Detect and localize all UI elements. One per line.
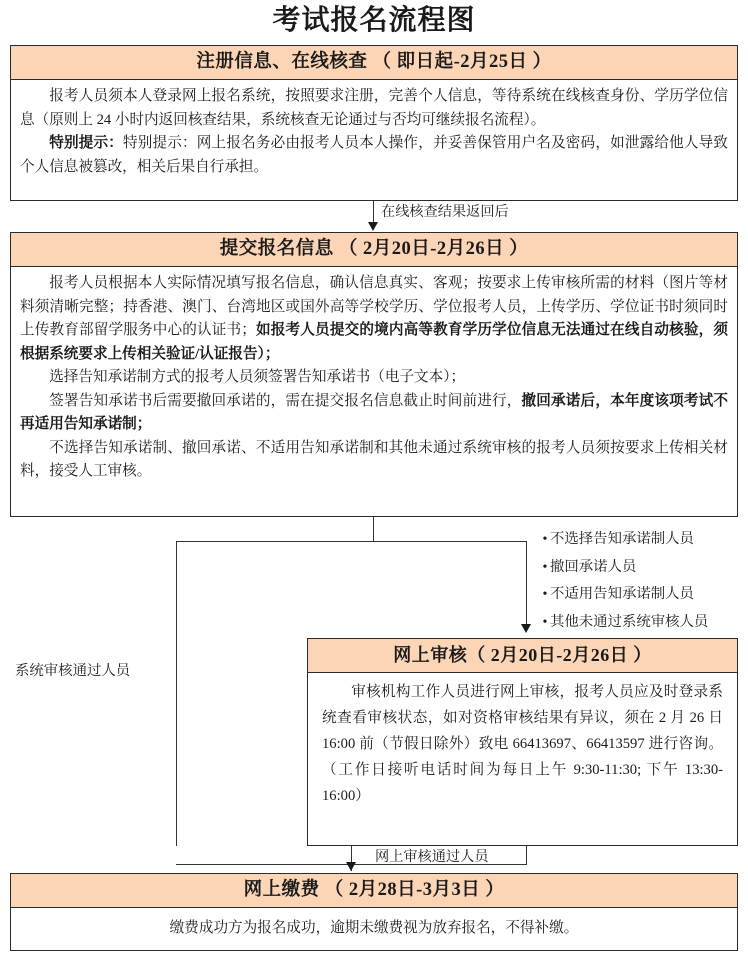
list-item bbox=[540, 581, 748, 609]
submit-paragraph-4: 不选择告知承诺制、撤回承诺、不适用告知承诺制和其他未通过系统审核的报考人员须按要求上传相关材料，接受人工审核。 bbox=[20, 439, 728, 479]
submit-step-body bbox=[11, 267, 737, 489]
payment-paragraph-1: 缴费成功方为报名成功，逾期未缴费视为放弃报名，不得补缴。 bbox=[169, 920, 579, 936]
submit-paragraph-3-text: 签署告知承诺书后需要撤回承诺的，需在提交报名信息截止时间前进行， bbox=[49, 392, 522, 409]
register-step-body bbox=[11, 80, 737, 184]
submit-paragraph-3-bold: 撤回承诺后，本年度该项考试不再适用告知承诺制； bbox=[20, 392, 728, 432]
connector-submit-split-bar bbox=[176, 541, 527, 542]
connector-submit-to-review-arrow-icon bbox=[521, 624, 531, 633]
flow-step-register bbox=[10, 45, 738, 201]
connector-register-to-submit-label: 在线核查结果返回后 bbox=[381, 204, 509, 220]
connector-merge-to-payment-arrow-icon bbox=[346, 862, 356, 871]
submit-paragraph-2: 选择告知承诺制方式的报考人员须签署告知承诺书（电子文本）； bbox=[49, 369, 466, 385]
connector-review-to-payment-label: 网上审核通过人员 bbox=[375, 849, 489, 865]
bullet-dot-icon: • bbox=[542, 587, 548, 603]
payment-step-header: 网上缴费 （ 2月28日-3月3日 ） bbox=[11, 874, 737, 908]
submit-step-header: 提交报名信息 （ 2月20日-2月26日 ） bbox=[11, 233, 737, 267]
bullet-label: 撤回承诺人员 bbox=[550, 558, 637, 575]
submit-paragraph-3 bbox=[20, 390, 728, 437]
submit-paragraph-1-bold: 如报考人员提交的境内高等教育学历学位信息无法通过在线自动核验，须根据系统要求上传相关验证/认证报告）； bbox=[20, 322, 728, 362]
bullet-label: 不适用告知承诺制人员 bbox=[550, 586, 694, 603]
submit-paragraph-1-text: 报考人员根据本人实际情况填写报名信息，确认信息真实、客观；按要求上传审核所需的材料（图片等材料须清晰完整；持香港、澳门、台湾地区或国外高等学校学历、学位报考人员，上传学历、学位证书时须同时上传教育部留学服务中心的认证书； bbox=[20, 275, 728, 338]
bullet-dot-icon: • bbox=[542, 532, 548, 547]
connector-left-branch-label: 系统审核通过人员 bbox=[15, 663, 131, 679]
online-review-step-body bbox=[308, 673, 737, 815]
page-title: 考试报名流程图 bbox=[272, 5, 476, 36]
register-notice-lead: 特别提示： bbox=[49, 135, 123, 151]
connector-review-down-line bbox=[526, 846, 527, 865]
flow-step-payment bbox=[10, 873, 738, 951]
connector-submit-split-stem bbox=[373, 517, 374, 542]
list-item bbox=[540, 526, 748, 554]
register-paragraph-2 bbox=[20, 132, 728, 179]
bullet-dot-icon: • bbox=[542, 559, 548, 575]
list-item bbox=[540, 554, 748, 582]
bullet-label: 其他未通过系统审核人员 bbox=[550, 613, 709, 630]
register-paragraph-1: 报考人员须本人登录网上报名系统，按照要求注册，完善个人信息，等待系统在线核查身份、学历学位信息（原则上 24 小时内返回核查结果，系统核查无论通过与否均可继续报名流程）。 bbox=[20, 88, 728, 128]
flow-step-submit bbox=[10, 232, 738, 517]
online-review-step-header: 网上审核（ 2月20日-2月26日 ） bbox=[308, 639, 737, 673]
connector-submit-left-branch bbox=[176, 541, 177, 846]
flow-step-online-review bbox=[307, 638, 738, 846]
bullet-label: 不选择告知承诺制人员 bbox=[550, 531, 694, 548]
register-notice-text: 特别提示：网上报名务必由报考人员本人操作，并妥善保管用户名及密码，如泄露给他人导致个人信息被篡改，相关后果自行承担。 bbox=[20, 135, 728, 175]
connector-submit-right-branch bbox=[526, 541, 527, 626]
connector-register-to-submit-line bbox=[373, 201, 374, 224]
submit-paragraph-1 bbox=[20, 272, 728, 366]
register-step-header: 注册信息、在线核查 （ 即日起-2月25日 ） bbox=[11, 46, 737, 80]
bullet-dot-icon: • bbox=[542, 614, 548, 630]
list-item bbox=[540, 609, 748, 637]
connector-register-to-submit-arrow-icon bbox=[368, 222, 378, 231]
payment-step-body bbox=[11, 908, 737, 946]
online-review-paragraph-1: 审核机构工作人员进行网上审核，报考人员应及时登录系统查看审核状态，如对资格审核结果有异议，须在 2 月 26 日 16:00 前（节假日除外）致电 66413697、66413597 进行咨询。（工作日接听电话时间为每日上午 9:30-11:30; 下午 13:30-16:00） bbox=[322, 684, 723, 804]
branch-bullet-list bbox=[540, 526, 748, 636]
